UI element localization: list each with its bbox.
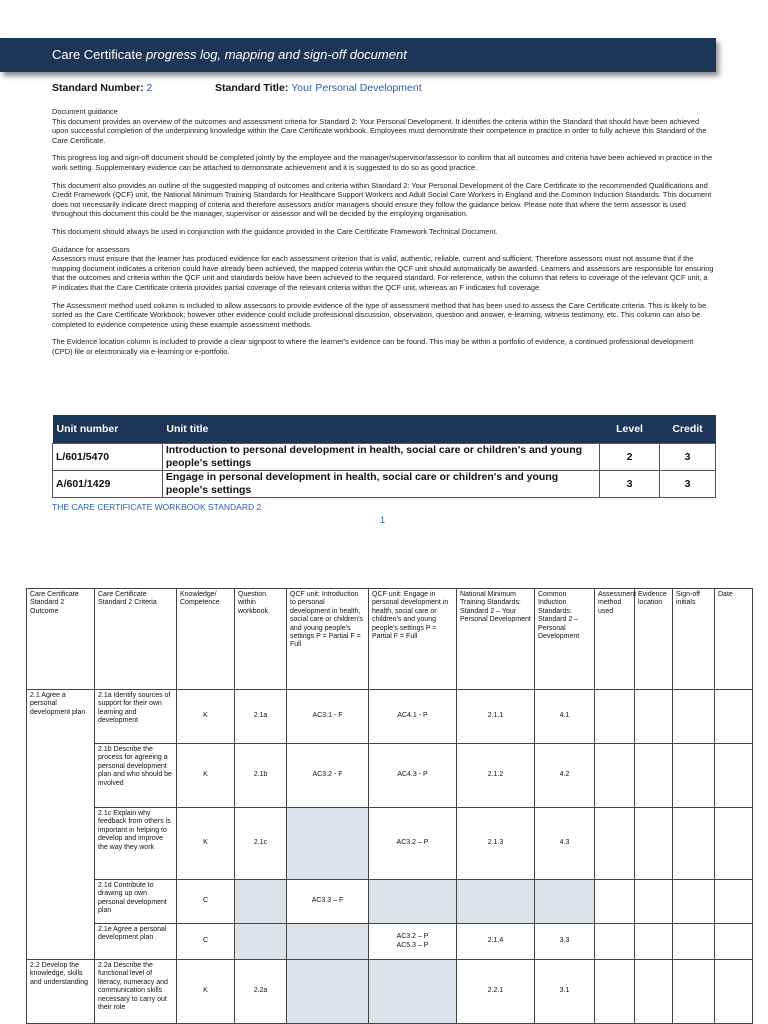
table-row: 2.2 Develop the knowledge, skills and understanding 2.2a Describe the functional level of literacy, numeracy and communication skills necessary to carry out their role K 2.2a 2.2.1 3.1 [27, 960, 753, 1024]
evidence-location-cell[interactable] [635, 808, 673, 880]
empty-cell [369, 960, 457, 1024]
assessment-method-cell[interactable] [595, 808, 635, 880]
title-italic: progress log, mapping and sign-off document [145, 47, 407, 62]
header-evidence-location: Evidence location [635, 589, 673, 690]
guidance-heading: Document guidance [52, 107, 118, 116]
unit-title: Introduction to personal development in health, social care or children's and young people's settings [162, 444, 599, 471]
header-criteria: Care Certificate Standard 2 Criteria [95, 589, 177, 690]
table-row: 2.1b Describe the process for agreeing a personal development plan and who should be involved K 2.1b AC3.2 - F AC4.3 - P 2.1.2 4.2 [27, 744, 753, 808]
guidance-paragraph: This progress log and sign-off document should be completed jointly by the employee and the manager/supervisor/assessor to confirm that all outcomes and criteria have been achieved in practice in the work setting. Supplementary evidence can be attached to demonstrate achievement and it is suggested to do so as good practice. [52, 153, 713, 172]
unit-level: 3 [600, 471, 660, 498]
sign-off-cell[interactable] [673, 960, 715, 1024]
table-row [53, 471, 716, 498]
mapping-table [26, 588, 753, 1024]
table-row: 2.1d Contribute to drawing up own personal development plan C AC3.3 – F [27, 880, 753, 924]
criteria-cell: 2.1e Agree a personal development plan [95, 924, 177, 960]
guidance-paragraph: This document should always be used in conjunction with the guidance provided in the Care Certificate Framework Technical Document. [52, 226, 498, 236]
header-outcome: Care Certificate Standard 2 Outcome [27, 589, 95, 690]
guidance-text [52, 107, 714, 364]
assessment-method-cell[interactable] [595, 880, 635, 924]
empty-cell [369, 880, 457, 924]
table-row: 2.1 Agree a personal development plan 2.1a Identify sources of support for their own learning and development K 2.1a AC3.1 - F AC4.1 - P 2.1.1 4.1 [27, 690, 753, 744]
footer-text: THE CARE CERTIFICATE WORKBOOK STANDARD 2 [52, 502, 262, 512]
table-row: 2.1c Explain why feedback from others is important in helping to develop and improve the way they work K 2.1c AC3.2 – P 2.1.3 4.3 [27, 808, 753, 880]
header-cis: Common Induction Standards: Standard 2 – Personal Development [535, 589, 595, 690]
assessment-method-cell[interactable] [595, 924, 635, 960]
guidance-paragraph: This document provides an overview of the outcomes and assessment criteria for Standard 2: Your Personal Development. It identifies the criteria within the Standard that should have been achieved upon successful completion of the underpinning knowledge within the Care Certificate workbook. Employees must demonstrate their competence in practice in order to fully achieve this Standard of the Care Certificate. [52, 116, 707, 145]
empty-cell [535, 880, 595, 924]
guidance-paragraph: This document also provides an outline of the suggested mapping of outcomes and criteria within Standard 2: Your Personal Development of the Care Certificate to the recommended Qualifications and Credit Framework (QCF) unit, the National Minimum Training Standards for Healthcare Support Workers and Adult Social Care Workers in England and the Common Induction Standards. This document does not necessarily indicate direct mapping of criteria and therefore assessors and/or managers should ensure they follow the guidance below. Please note that where the term assessor is used throughout this document this could be the manager, supervisor or assessor and will be decided by the employing organisation. [52, 180, 712, 219]
empty-cell [457, 880, 535, 924]
evidence-location-cell[interactable] [635, 880, 673, 924]
outcome-cell: 2.1 Agree a personal development plan [27, 690, 95, 960]
criteria-cell: 2.2a Describe the functional level of literacy, numeracy and communication skills necessary to carry out their role [95, 960, 177, 1024]
assessment-method-cell[interactable] [595, 744, 635, 808]
document-title-banner [0, 38, 716, 72]
date-cell[interactable] [715, 808, 753, 880]
table-row [53, 444, 716, 471]
unit-title: Engage in personal development in health, social care or children's and young people's settings [162, 471, 599, 498]
assessor-guidance-heading: Guidance for assessors [52, 244, 130, 254]
header-date: Date [715, 589, 753, 690]
page-number: 1 [380, 515, 386, 525]
criteria-cell: 2.1c Explain why feedback from others is important in helping to develop and improve the way they work [95, 808, 177, 880]
evidence-location-cell[interactable] [635, 744, 673, 808]
date-cell[interactable] [715, 880, 753, 924]
empty-cell [287, 960, 369, 1024]
assessment-method-cell[interactable] [595, 690, 635, 744]
header-nmts: National Minimum Training Standards: Standard 2 – Your Personal Development [457, 589, 535, 690]
header-level: Level [600, 415, 660, 444]
criteria-cell: 2.1b Describe the process for agreeing a personal development plan and who should be involved [95, 744, 177, 808]
empty-cell [287, 924, 369, 960]
units-table [52, 415, 716, 498]
criteria-cell: 2.1d Contribute to drawing up own personal development plan [95, 880, 177, 924]
guidance-paragraph: The Assessment method used column is included to allow assessors to provide evidence of the type of assessment method that has been used to assess the Care Certificate criteria. This is likely to be sorted as the Care Certificate Workbook; however other evidence could include professional discussion, observation, question and answer, e-learning, witness testimony, etc. This column can also be completed to evidence competence using these example assessment methods. [52, 300, 707, 329]
empty-cell [287, 808, 369, 880]
standard-number: Standard Number: 2 [52, 82, 153, 94]
sign-off-cell[interactable] [673, 690, 715, 744]
standard-title-value: Your Personal Development [291, 82, 422, 94]
header-unit-title: Unit title [162, 415, 599, 444]
sign-off-cell[interactable] [673, 744, 715, 808]
header-knowledge-competence: Knowledge/ Competence [177, 589, 235, 690]
sign-off-cell[interactable] [673, 808, 715, 880]
date-cell[interactable] [715, 690, 753, 744]
outcome-cell: 2.2 Develop the knowledge, skills and understanding [27, 960, 95, 1024]
sign-off-cell[interactable] [673, 880, 715, 924]
evidence-location-cell[interactable] [635, 690, 673, 744]
date-cell[interactable] [715, 960, 753, 1024]
criteria-cell: 2.1a Identify sources of support for their own learning and development [95, 690, 177, 744]
header-sign-off: Sign-off initials [673, 589, 715, 690]
table-row: 2.1e Agree a personal development plan C AC3.2 – P AC5.3 – P 2.1.4 3.3 [27, 924, 753, 960]
title-plain: Care Certificate [52, 47, 143, 62]
empty-cell [235, 924, 287, 960]
unit-credit: 3 [660, 471, 716, 498]
unit-level: 2 [600, 444, 660, 471]
mapping-header-row [27, 589, 753, 690]
unit-credit: 3 [660, 444, 716, 471]
date-cell[interactable] [715, 924, 753, 960]
assessment-method-cell[interactable] [595, 960, 635, 1024]
header-qcf-engage: QCF unit: Engage in personal development in health, social care or children's and young people's settings P = Partial F = Full [369, 589, 457, 690]
date-cell[interactable] [715, 744, 753, 808]
evidence-location-cell[interactable] [635, 924, 673, 960]
standard-title: Standard Title: Your Personal Development [215, 82, 422, 94]
guidance-paragraph: The Evidence location column is included to provide a clear signpost to where the learner's evidence can be found. This may be within a portfolio of evidence, a continued professional development (CPD) file or electronically via e-learning or e-portfolio. [52, 337, 694, 356]
evidence-location-cell[interactable] [635, 960, 673, 1024]
empty-cell [235, 880, 287, 924]
header-unit-number: Unit number [53, 415, 163, 444]
header-assessment-method: Assessment method used [595, 589, 635, 690]
standard-number-value: 2 [146, 82, 153, 94]
header-question: Question within workbook [235, 589, 287, 690]
guidance-paragraph: Assessors must ensure that the learner has produced evidence for each assessment criterion that is valid, authentic, reliable, current and sufficient. Therefore assessors must not assume that if the mapping document indicates a criterion could have already been achieved, the mapped criteria within the QCF unit should automatically be awarded. Learners and assessors are responsible for ensuring that the outcomes and criteria within the QCF unit and standards below have been achieved to the required standard. For reference, within the column that refers to coverage of the relevant QCF unit, a P indicates that the Care Certificate criteria provides partial coverage of the relevant criteria within the QCF unit, whereas an F indicates full coverage. [52, 254, 714, 292]
units-header-row [53, 415, 716, 444]
header-credit: Credit [660, 415, 716, 444]
header-qcf-intro: QCF unit: Introduction to personal development in health, social care or children's and young people's settings P = Partial F = Full [287, 589, 369, 690]
sign-off-cell[interactable] [673, 924, 715, 960]
unit-number: L/601/5470 [53, 444, 163, 471]
unit-number: A/601/1429 [53, 471, 163, 498]
